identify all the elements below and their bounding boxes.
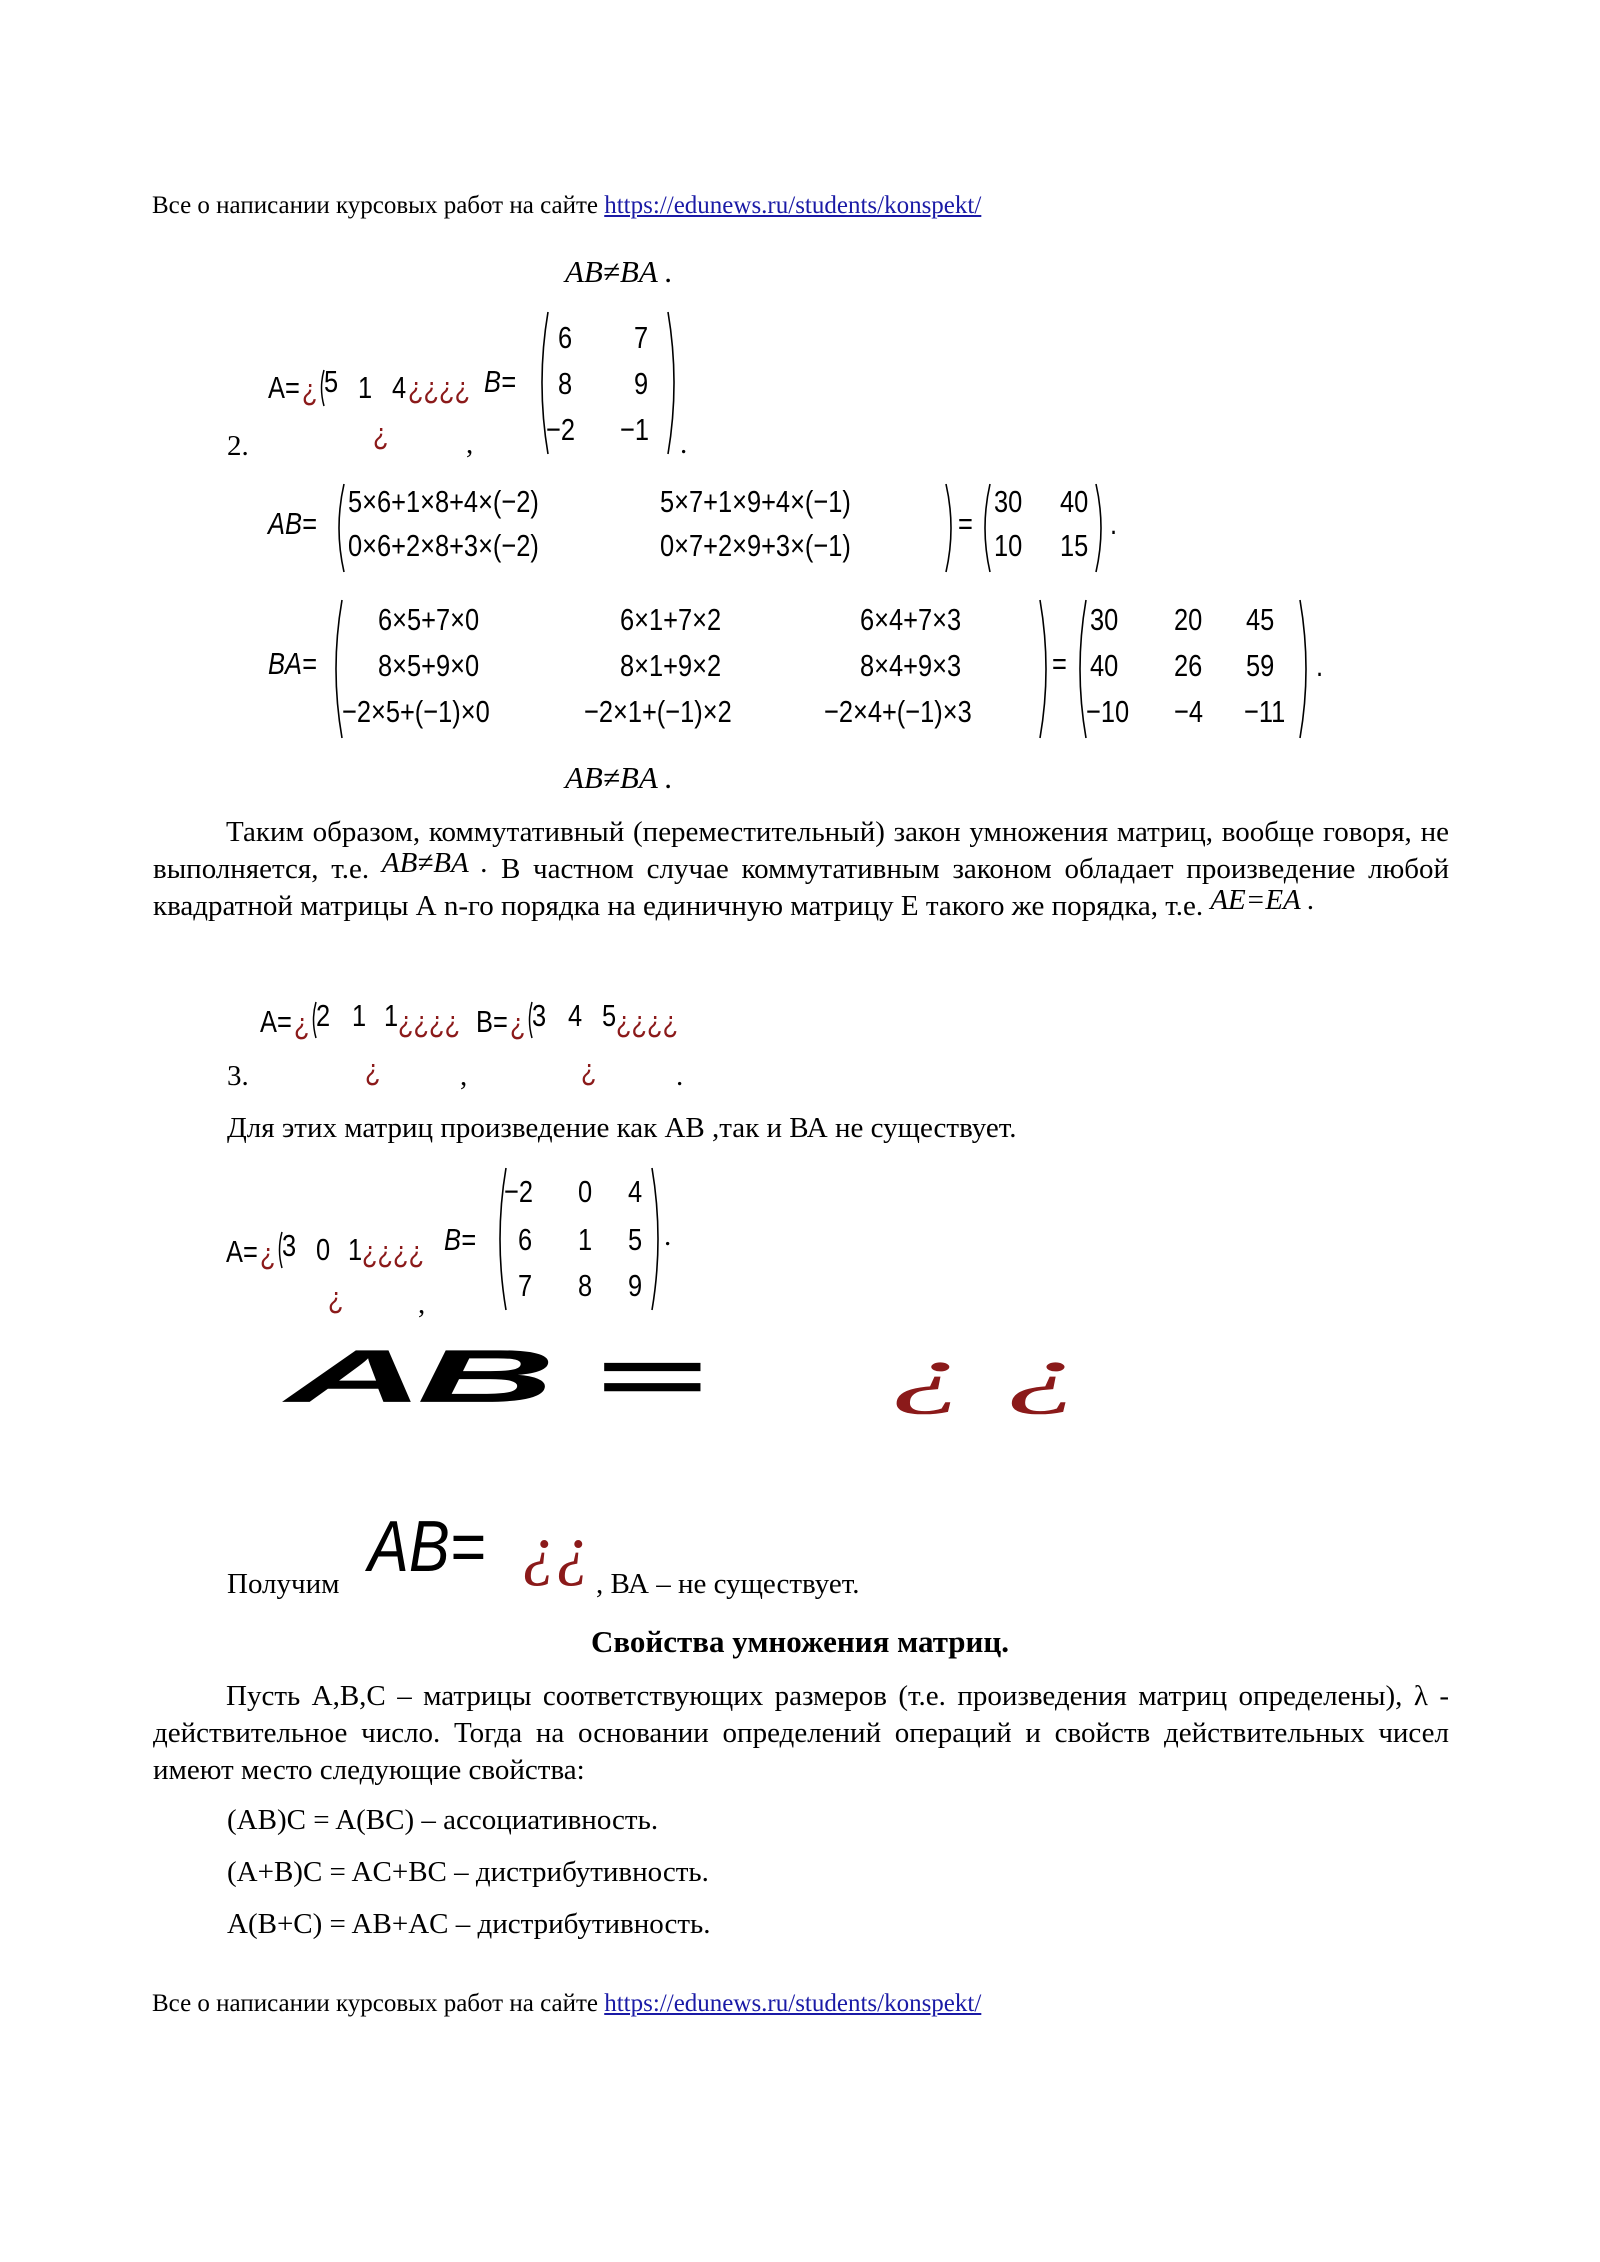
ex2-ab-expr: 0×6+2×8+3×(−2) (348, 528, 539, 563)
ex2-ba-rparen (1038, 598, 1052, 740)
ex4-b-rparen (650, 1166, 664, 1312)
ex2-ba-res: −10 (1086, 694, 1130, 729)
ex3-a-val: 2 (316, 998, 331, 1033)
ex4-a-junk: ¿¿¿¿ (362, 1234, 425, 1269)
ex4-matrix-b (444, 1162, 684, 1314)
header-link[interactable]: https://edunews.ru/students/konspekt/ (604, 192, 982, 219)
ex3-a-junk: ¿¿¿¿ (398, 1004, 461, 1039)
ex4-a-junk2: ¿ (328, 1280, 344, 1315)
ex3-a-junk-open: ¿ (294, 1006, 310, 1041)
header-text: Все о написании курсовых работ на сайте (152, 192, 605, 219)
footer-link[interactable]: https://edunews.ru/students/konspekt/ (604, 1990, 982, 2017)
ex2-ba-res: 26 (1174, 648, 1203, 683)
ex2-ab-res: 40 (1060, 484, 1089, 519)
ex2-ab-lparen (334, 482, 346, 574)
ex4-a-lhs: A= (226, 1234, 258, 1269)
big-ab-lhs: AB = (286, 1334, 697, 1419)
ex3-b-val: 3 (532, 998, 547, 1033)
ex2-ab-dot: . (1110, 506, 1118, 541)
ex4-b-cell: 9 (628, 1268, 643, 1303)
ex4-b-cell: 7 (518, 1268, 533, 1303)
ex3-b-junk: ¿¿¿¿ (616, 1004, 679, 1039)
ex3-comma: , (460, 1060, 468, 1092)
ex4-b-cell: 1 (578, 1222, 593, 1257)
property-item: (AB)C = A(BC) – ассоциативность. (227, 1804, 659, 1836)
ex3-note: Для этих матриц произведение как АВ ,так и ВА не существует. (227, 1112, 1017, 1144)
property-item: (A+B)C = AC+BC – дистрибутивность. (227, 1856, 709, 1888)
ex2-matrix-b (484, 306, 684, 456)
result-eq-lhs: AB= (368, 1507, 486, 1587)
ex2-b-cell: −2 (546, 412, 575, 447)
ex4-b-cell: 0 (578, 1174, 593, 1209)
ex2-ba-expr: 8×1+9×2 (620, 648, 722, 683)
ex2-comma: , (466, 428, 474, 460)
ex2-ba-res: −11 (1244, 694, 1286, 729)
paragraph-commutative (153, 814, 1449, 925)
ex4-b-lhs: B= (444, 1222, 476, 1257)
ex2-ba-dot: . (1316, 648, 1324, 683)
ex2-b-rparen (666, 310, 680, 456)
ex3-a-lhs: A= (260, 1004, 292, 1039)
ex2-ba-eq: = (1052, 646, 1067, 681)
ex2-ba-res-rparen (1298, 598, 1312, 740)
ex2-b-cell: 7 (634, 320, 649, 355)
ex2-ab-res-rparen (1094, 482, 1106, 574)
result-tail: , ВА – не существует. (596, 1568, 860, 1600)
ex2-ab-expr: 0×7+2×9+3×(−1) (660, 528, 851, 563)
section-intro: Пусть A,B,C – матрицы соответствующих размеров (т.е. произведения матриц определены), λ - действительное число. Тогда на основании определений операций и свойств действительных чисел имеют место следующие свойства: (153, 1680, 1449, 1786)
ex3-b-junk-open: ¿ (510, 1006, 526, 1041)
ex2-ab-res-lparen (980, 482, 992, 574)
ex2-ba-expr: −2×1+(−1)×2 (584, 694, 732, 729)
result-equation (368, 1506, 506, 1588)
inequality-ex2: AB≠BA . (565, 760, 673, 795)
page-footer (152, 1990, 981, 2018)
property-item: A(B+C) = AB+AC – дистрибутивность. (227, 1908, 711, 1940)
ex2-ba-lhs: BA= (268, 646, 317, 681)
ex4-b-cell: 6 (518, 1222, 533, 1257)
ex4-a-val: 0 (316, 1232, 331, 1267)
ex2-ab-res: 30 (994, 484, 1023, 519)
ex2-ba-res: −4 (1174, 694, 1203, 729)
big-ab-junk: ¿ ¿ (890, 1329, 1082, 1416)
para1-math-2: AE=EA . (1210, 884, 1315, 916)
ex4-b-cell: 5 (628, 1222, 643, 1257)
ex3-b-val: 5 (602, 998, 617, 1033)
ex2-ba-expr: 8×4+9×3 (860, 648, 962, 683)
ex2-ba-res: 45 (1246, 602, 1275, 637)
ex2-ab-lhs: AB= (268, 506, 317, 541)
ex3-a-val: 1 (384, 998, 399, 1033)
ex2-ba-expr: 6×4+7×3 (860, 602, 962, 637)
ex3-a-val: 1 (352, 998, 367, 1033)
section-title: Свойства умножения матриц. (590, 1624, 1010, 1659)
ex2-ba-product (268, 596, 1348, 742)
ex3-b-val: 4 (568, 998, 583, 1033)
ex2-a-val: 5 (324, 364, 339, 399)
ex3-b-junk2: ¿ (581, 1052, 597, 1087)
ex4-a-val: 1 (348, 1232, 363, 1267)
ex4-b-cell: 8 (578, 1268, 593, 1303)
ex2-ba-expr: 6×1+7×2 (620, 602, 722, 637)
footer-text: Все о написании курсовых работ на сайте (152, 1990, 605, 2017)
ex4-a-val: 3 (282, 1228, 297, 1263)
big-ab-equation (286, 1329, 1186, 1454)
ex2-b-cell: 6 (558, 320, 573, 355)
ex2-ab-res: 15 (1060, 528, 1089, 563)
ex2-ab-expr: 5×6+1×8+4×(−2) (348, 484, 539, 519)
ex4-b-cell: 4 (628, 1174, 643, 1209)
inequality-top: AB≠BA . (565, 254, 673, 289)
ex2-b-cell: −1 (620, 412, 649, 447)
ex2-b-cell: 8 (558, 366, 573, 401)
ex2-a-junk: ¿¿¿¿ (408, 370, 471, 405)
ex4-comma: , (418, 1288, 426, 1320)
para1-text-2: В частном случае коммутативным законом обладает произведение любой квадратной матрицы А n-го порядка на единичную матрицу Е такого же порядка, т.е. (153, 853, 1450, 922)
example-2-number: 2. (227, 430, 249, 462)
ex3-b-lhs: B= (476, 1004, 508, 1039)
ex2-b-lhs: B= (484, 364, 516, 399)
ex2-ab-rparen (944, 482, 956, 574)
ex4-a-junk-open: ¿ (260, 1236, 276, 1271)
ex3-dot: . (676, 1060, 684, 1092)
para1-math-1: AB≠BA . (381, 847, 489, 879)
ex2-ba-res: 20 (1174, 602, 1203, 637)
ex2-ba-expr: −2×4+(−1)×3 (824, 694, 972, 729)
ex2-ba-expr: 8×5+9×0 (378, 648, 480, 683)
ex2-a-val: 1 (358, 370, 373, 405)
ex2-ab-eq: = (958, 506, 973, 541)
ex2-ba-expr: −2×5+(−1)×0 (342, 694, 490, 729)
ex2-ba-res: 40 (1090, 648, 1119, 683)
result-label: Получим (227, 1568, 340, 1600)
result-eq-junk: ¿¿ (522, 1511, 590, 1587)
ex3-a-junk2: ¿ (365, 1052, 381, 1087)
ex2-dot: . (680, 428, 688, 460)
ex2-ba-expr: 6×5+7×0 (378, 602, 480, 637)
ex2-b-cell: 9 (634, 366, 649, 401)
ex2-ab-product (268, 480, 1128, 580)
ex2-a-lhs: A= (268, 370, 300, 405)
para1-text-1: Таким образом, коммутативный (переместительный) закон умножения матриц, вообще говоря, не выполняется, т.е. (153, 816, 1449, 885)
ex4-dot: . (664, 1220, 672, 1252)
ex2-a-val: 4 (392, 370, 407, 405)
ex2-ba-res: 59 (1246, 648, 1275, 683)
ex2-ab-expr: 5×7+1×9+4×(−1) (660, 484, 851, 519)
ex2-a-junk2: ¿ (373, 416, 389, 451)
ex2-a-junk-open: ¿ (302, 372, 318, 407)
page-header (152, 192, 981, 220)
ex4-b-cell: −2 (504, 1174, 533, 1209)
ex2-ba-res: 30 (1090, 602, 1119, 637)
example-3-number: 3. (227, 1060, 249, 1092)
ex2-ab-res: 10 (994, 528, 1023, 563)
